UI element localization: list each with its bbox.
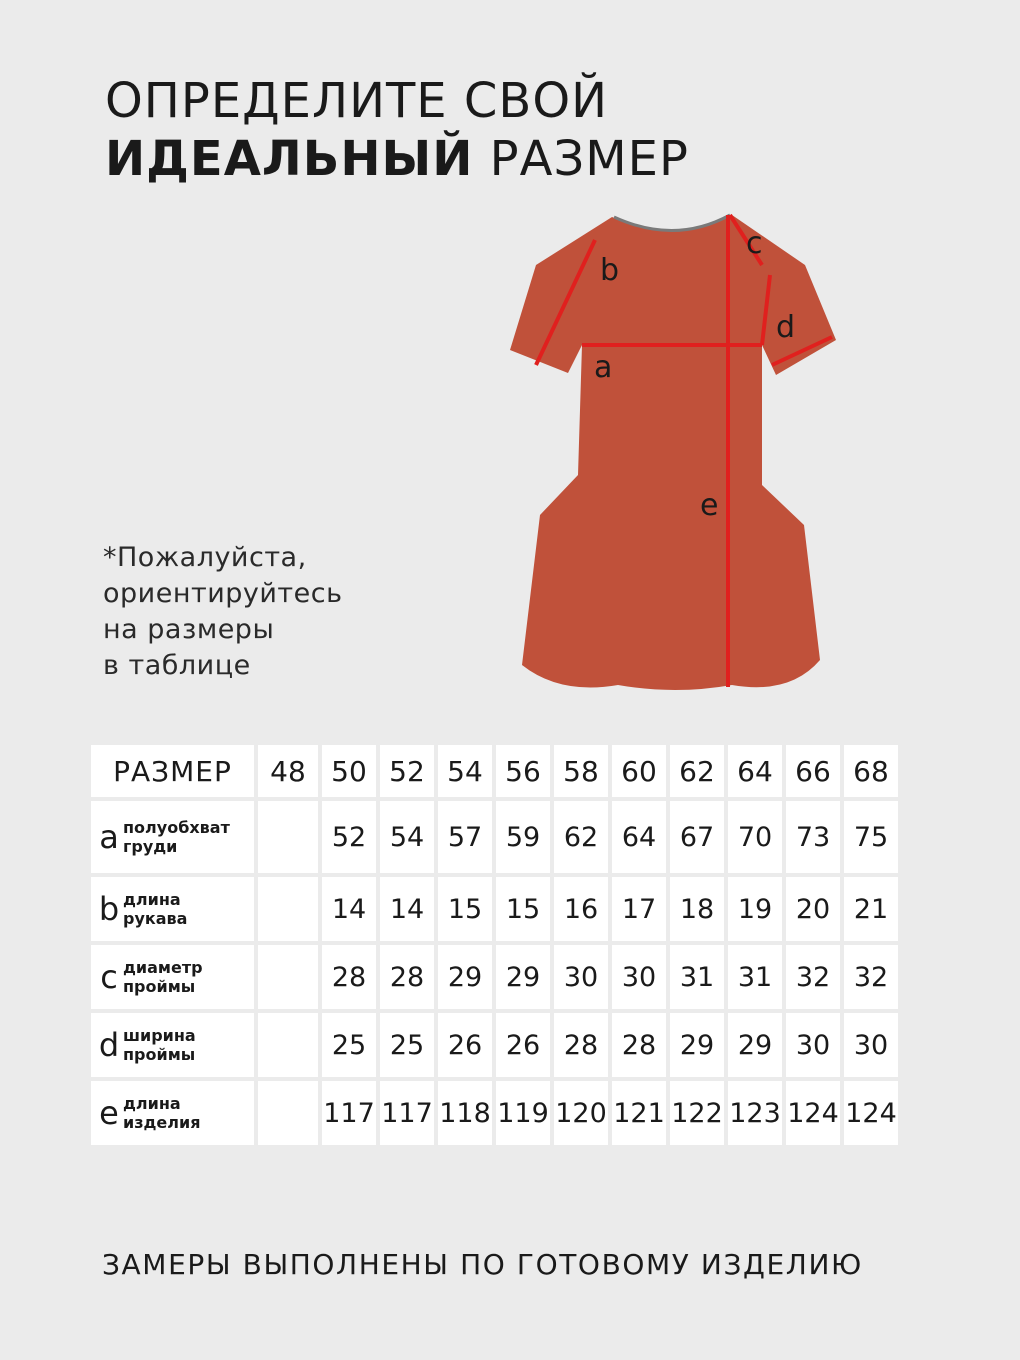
table-cell: 29 — [728, 1013, 782, 1077]
table-cell: 17 — [612, 877, 666, 941]
size-note — [103, 540, 343, 684]
table-cell: 28 — [554, 1013, 608, 1077]
table-cell: 32 — [786, 945, 840, 1009]
table-cell: 19 — [728, 877, 782, 941]
title-line-2 — [105, 130, 689, 188]
table-cell: 25 — [322, 1013, 376, 1077]
label-e: e — [700, 488, 719, 523]
table-cell: 73 — [786, 801, 840, 873]
table-cell: 28 — [380, 945, 434, 1009]
table-row — [91, 801, 898, 873]
row-label — [91, 877, 254, 941]
footer-note: ЗАМЕРЫ ВЫПОЛНЕНЫ ПО ГОТОВОМУ ИЗДЕЛИЮ — [102, 1248, 863, 1281]
size-header-cell: 58 — [554, 745, 608, 797]
row-letter: c — [100, 958, 118, 996]
row-letter: e — [99, 1094, 119, 1132]
table-cell: 29 — [670, 1013, 724, 1077]
table-cell: 124 — [844, 1081, 898, 1145]
table-cell: 16 — [554, 877, 608, 941]
table-cell — [258, 801, 318, 873]
size-header-cell: 54 — [438, 745, 492, 797]
table-cell: 121 — [612, 1081, 666, 1145]
table-cell — [258, 945, 318, 1009]
size-header-cell: 52 — [380, 745, 434, 797]
table-cell: 15 — [438, 877, 492, 941]
table-row — [91, 1013, 898, 1077]
dress-shape — [510, 215, 836, 690]
note-line: ориентируйтесь — [103, 578, 343, 609]
table-cell — [258, 1081, 318, 1145]
table-cell: 57 — [438, 801, 492, 873]
table-cell: 70 — [728, 801, 782, 873]
row-description: полуобхват груди — [123, 818, 230, 856]
table-row — [91, 945, 898, 1009]
table-cell: 25 — [380, 1013, 434, 1077]
size-header-cell: 66 — [786, 745, 840, 797]
size-header-cell: 50 — [322, 745, 376, 797]
table-cell: 54 — [380, 801, 434, 873]
table-cell: 75 — [844, 801, 898, 873]
row-label — [91, 945, 254, 1009]
table-cell: 26 — [496, 1013, 550, 1077]
table-row — [91, 1081, 898, 1145]
size-table — [87, 741, 902, 1149]
table-cell: 117 — [380, 1081, 434, 1145]
table-cell: 28 — [322, 945, 376, 1009]
table-cell: 120 — [554, 1081, 608, 1145]
table-cell: 30 — [612, 945, 666, 1009]
table-cell: 122 — [670, 1081, 724, 1145]
table-cell: 119 — [496, 1081, 550, 1145]
note-line: на размеры — [103, 614, 275, 645]
row-letter: a — [99, 818, 119, 856]
table-cell: 14 — [322, 877, 376, 941]
table-cell: 18 — [670, 877, 724, 941]
table-cell: 29 — [496, 945, 550, 1009]
row-description: диаметр проймы — [123, 958, 203, 996]
row-description: длина рукава — [123, 890, 188, 928]
table-cell: 26 — [438, 1013, 492, 1077]
size-header-cell: 56 — [496, 745, 550, 797]
table-cell: 62 — [554, 801, 608, 873]
title-bold-word: ИДЕАЛЬНЫЙ — [105, 131, 474, 187]
table-cell: 32 — [844, 945, 898, 1009]
table-cell: 67 — [670, 801, 724, 873]
label-a: a — [594, 350, 613, 385]
table-cell: 52 — [322, 801, 376, 873]
row-label — [91, 801, 254, 873]
size-header-label: РАЗМЕР — [91, 745, 254, 797]
table-cell: 123 — [728, 1081, 782, 1145]
row-letter: b — [98, 890, 120, 928]
row-label — [91, 1081, 254, 1145]
table-cell — [258, 1013, 318, 1077]
table-cell: 59 — [496, 801, 550, 873]
table-cell: 15 — [496, 877, 550, 941]
table-cell: 30 — [786, 1013, 840, 1077]
title-rest-word: РАЗМЕР — [489, 131, 689, 187]
size-header-cell: 48 — [258, 745, 318, 797]
table-cell: 28 — [612, 1013, 666, 1077]
table-cell: 14 — [380, 877, 434, 941]
size-header-row — [91, 745, 898, 797]
label-c: c — [746, 226, 763, 261]
table-cell: 30 — [554, 945, 608, 1009]
label-d: d — [776, 310, 796, 345]
table-cell: 21 — [844, 877, 898, 941]
row-letter: d — [98, 1026, 120, 1064]
table-cell: 31 — [728, 945, 782, 1009]
table-cell: 118 — [438, 1081, 492, 1145]
size-header-cell: 62 — [670, 745, 724, 797]
table-cell: 124 — [786, 1081, 840, 1145]
page-title — [105, 72, 689, 188]
table-cell: 29 — [438, 945, 492, 1009]
size-header-cell: 68 — [844, 745, 898, 797]
title-line-1: ОПРЕДЕЛИТЕ СВОЙ — [105, 73, 609, 129]
table-cell: 31 — [670, 945, 724, 1009]
table-row — [91, 877, 898, 941]
note-line: *Пожалуйста, — [103, 542, 307, 573]
table-cell — [258, 877, 318, 941]
table-cell: 64 — [612, 801, 666, 873]
size-header-cell: 64 — [728, 745, 782, 797]
note-line: в таблице — [103, 650, 251, 681]
row-description: ширина проймы — [123, 1026, 196, 1064]
table-cell: 20 — [786, 877, 840, 941]
size-header-cell: 60 — [612, 745, 666, 797]
dress-measurement-diagram — [500, 195, 850, 705]
table-cell: 30 — [844, 1013, 898, 1077]
table-cell: 117 — [322, 1081, 376, 1145]
label-b: b — [600, 253, 620, 288]
row-description: длина изделия — [123, 1094, 201, 1132]
row-label — [91, 1013, 254, 1077]
